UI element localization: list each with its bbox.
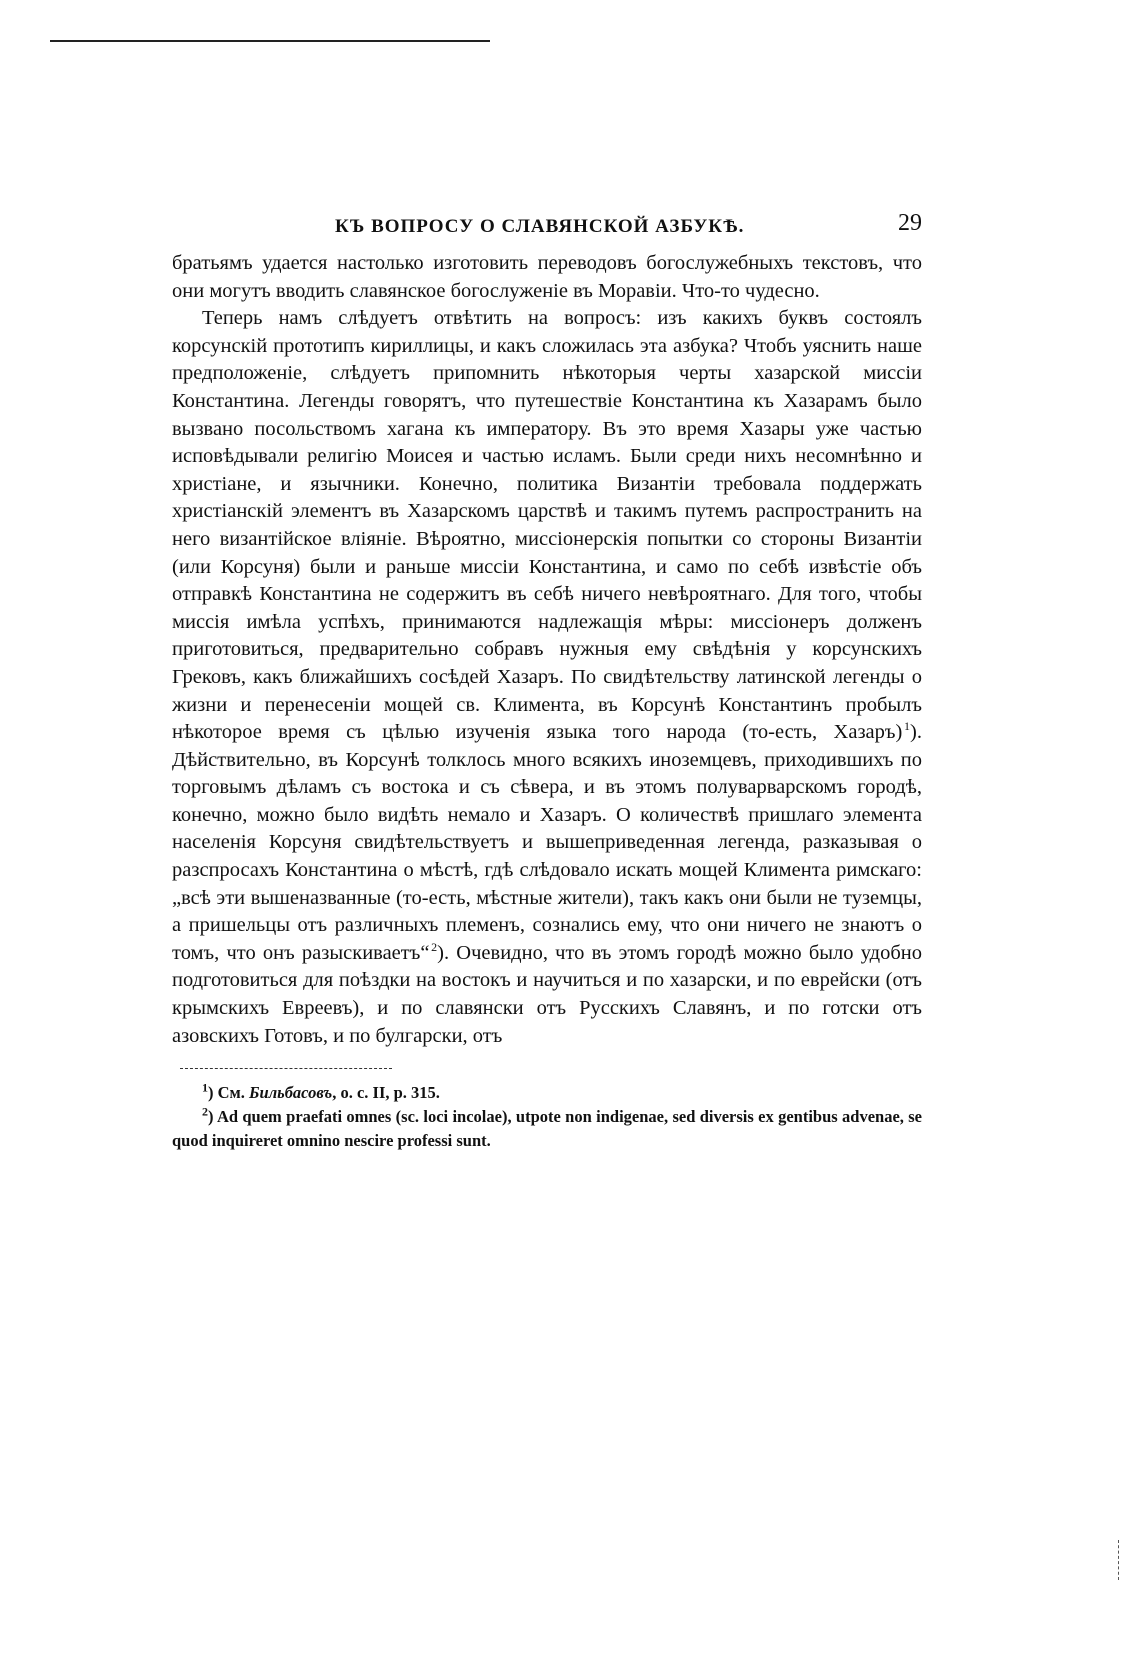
footnote-ref-2: 2 [431, 940, 438, 955]
footnote-2: $^2$) Ad quem praefati omnes (sc. loci incolae), utpote non indigenae, sed diversis ex gentibus advenae, se quod inquireret omnino nescire professi sunt. [172, 1104, 922, 1151]
footnote-2-mark: 2 [202, 1104, 208, 1119]
paragraph-2-end: . Очевидно, что въ этомъ городѣ можно было удобно подготовиться для поѣздки на востокъ и научиться и по хазарски, и по еврейски (отъ крымскихъ Евреевъ), и по славянски отъ Русскихъ Славянъ, и по готски отъ азовскихъ Готовъ, и по булгарски, отъ [172, 941, 922, 1047]
footnotes [172, 1081, 922, 1153]
footnote-1: $^1$) См. Бильбасовъ, о. с. II, р. 315. [202, 1080, 440, 1103]
footnote-2-text: Ad quem praefati omnes (sc. loci incolae), utpote non indigenae, sed diversis ex gentibus advenae, se quod inquireret omnino nescire professi sunt. [172, 1107, 922, 1151]
top-scan-rule [50, 40, 490, 42]
paragraph-2-text: Теперь намъ слѣдуетъ отвѣтить на вопросъ: изъ какихъ буквъ состоялъ корсунскій прототипъ кириллицы, и какъ сложилась эта азбука? Чтобъ уяснить наше предположеніе, слѣдуетъ припомнить нѣкоторыя черты хазарской миссіи Константина. Легенды говорятъ, что путешествіе Константина къ Хазарамъ было вызвано посольствомъ хагана къ императору. Въ это время Хазары уже частью исповѣдывали религію Моисея и частью исламъ. Были среди нихъ несомнѣнно и христіане, и язычники. Конечно, политика Византіи требовала поддержать христіанскій элементъ въ Хазарскомъ царствѣ и такимъ путемъ распространить на него византійское вліяніе. Вѣроятно, миссіонерскія попытки со стороны Византіи (или Корсуня) были и раньше миссіи Константина, и само по себѣ извѣстіе объ отправкѣ Константина не содержитъ въ себѣ ничего невѣроятнаго. Для того, чтобы миссія имѣла успѣхъ, принимаются надлежащія мѣры: миссіонеръ долженъ приготовиться, предварительно собравъ нужныя ему свѣдѣнія у корсунскихъ Грековъ, какъ ближайшихъ сосѣдей Хазаръ. По свидѣтельству латинской легенды о жизни и перенесеніи мощей св. Климента, въ Корсунѣ Константинъ пробылъ нѣкоторое время съ цѣлью изученія языка того народа (то-есть, Хазаръ) [172, 307, 922, 744]
paragraph-2-continuation: . Дѣйствительно, въ Корсунѣ толклось много всякихъ иноземцевъ, приходившихъ по торговымъ дѣламъ съ востока и съ сѣвера, и въ этомъ полуварварскомъ городѣ, конечно, можно было видѣть немало и Хазаръ. О количествѣ пришлаго элемента населенія Корсуня свидѣтельствуетъ и вышеприведенная легенда, разказывая о разспросахъ Константина о мѣстѣ, гдѣ слѣдовало искать мощей Климента римскаго: „всѣ эти вышеназванные (то-есть, мѣстные жители), такъ какъ они были не туземцы, а пришельцы отъ различныхъ племенъ, сознались ему, что они ничего не знаютъ о томъ, что онъ разыскиваетъ“ [172, 721, 922, 964]
scan-margin-mark [1118, 1540, 1119, 1580]
running-title: КЪ ВОПРОСУ О СЛАВЯНСКОЙ АЗБУКѢ. [335, 216, 745, 237]
paragraph-1 [172, 250, 922, 305]
running-head [172, 210, 922, 250]
footnote-ref-1: 1 [904, 719, 911, 734]
paragraph-2: Теперь намъ слѣдуетъ отвѣтить на вопросъ: изъ какихъ буквъ состоялъ корсунскій прототипъ кириллицы, и какъ сложилась эта азбука? Чтобъ уяснить наше предположеніе, слѣдуетъ припомнить нѣкоторыя черты хазарской миссіи Константина. Легенды говорятъ, что путешествіе Константина къ Хазарамъ было вызвано посольствомъ хагана къ императору. Въ это время Хазары уже частью исповѣдывали религію Моисея и частью исламъ. Были среди нихъ несомнѣнно и христіане, и язычники. Конечно, политика Византіи требовала поддержать христіанскій элементъ въ Хазарскомъ царствѣ и такимъ путемъ распространить на него византійское вліяніе. Вѣроятно, миссіонерскія попытки со стороны Византіи (или Корсуня) были и раньше миссіи Константина, и само по себѣ извѣстіе объ отправкѣ Константина не содержитъ въ себѣ ничего невѣроятнаго. Для того, чтобы миссія имѣла успѣхъ, принимаются надлежащія мѣры: миссіонеръ долженъ приготовиться, предварительно собравъ нужныя ему свѣдѣнія у корсунскихъ Грековъ, какъ ближайшихъ сосѣдей Хазаръ. По свидѣтельству латинской легенды о жизни и перенесеніи мощей св. Климента, въ Корсунѣ Константинъ пробылъ нѣкоторое время съ цѣлью изученія языка того народа (то-есть, Хазаръ) $^1$). Дѣйствительно, въ Корсунѣ толклось много всякихъ иноземцевъ, приходившихъ по торговымъ дѣламъ съ востока и съ сѣвера, и въ этомъ полуварварскомъ городѣ, конечно, можно было видѣть немало и Хазаръ. О количествѣ пришлаго элемента населенія Корсуня свидѣтельствуетъ и вышеприведенная легенда, разказывая о разспросахъ Константина о мѣстѣ, гдѣ слѣдовало искать мощей Климента римскаго: „всѣ эти вышеназванные (то-есть, мѣстные жители), такъ какъ они были не туземцы, а пришельцы отъ различныхъ племенъ, сознались ему, что они ничего не знаютъ о томъ, что онъ разыскиваетъ“ $^2$). Очевидно, что въ этомъ городѣ можно было удобно подготовиться для поѣздки на востокъ и научиться и по хазарски, и по еврейски (отъ крымскихъ Евреевъ), и по славянски отъ Русскихъ Славянъ, и по готски отъ азовскихъ Готовъ, и по булгарски, отъ [172, 307, 922, 1047]
paragraph-1-text: братьямъ удается настолько изготовить переводовъ богослужебныхъ текстовъ, что они могутъ вводить славянское богослуженіе въ Моравіи. Что-то чудесно. [172, 252, 922, 302]
page-number: 29 [898, 210, 922, 236]
footnote-1-author: Бильбасовъ [249, 1083, 333, 1103]
footnote-1-mark: 1 [202, 1080, 208, 1095]
body-text [172, 250, 922, 1050]
footnote-1-rest: , о. с. II, р. 315. [332, 1083, 440, 1103]
book-page [172, 210, 922, 1153]
footnote-separator [180, 1068, 392, 1069]
footnote-1-prefix: См. [217, 1083, 245, 1103]
